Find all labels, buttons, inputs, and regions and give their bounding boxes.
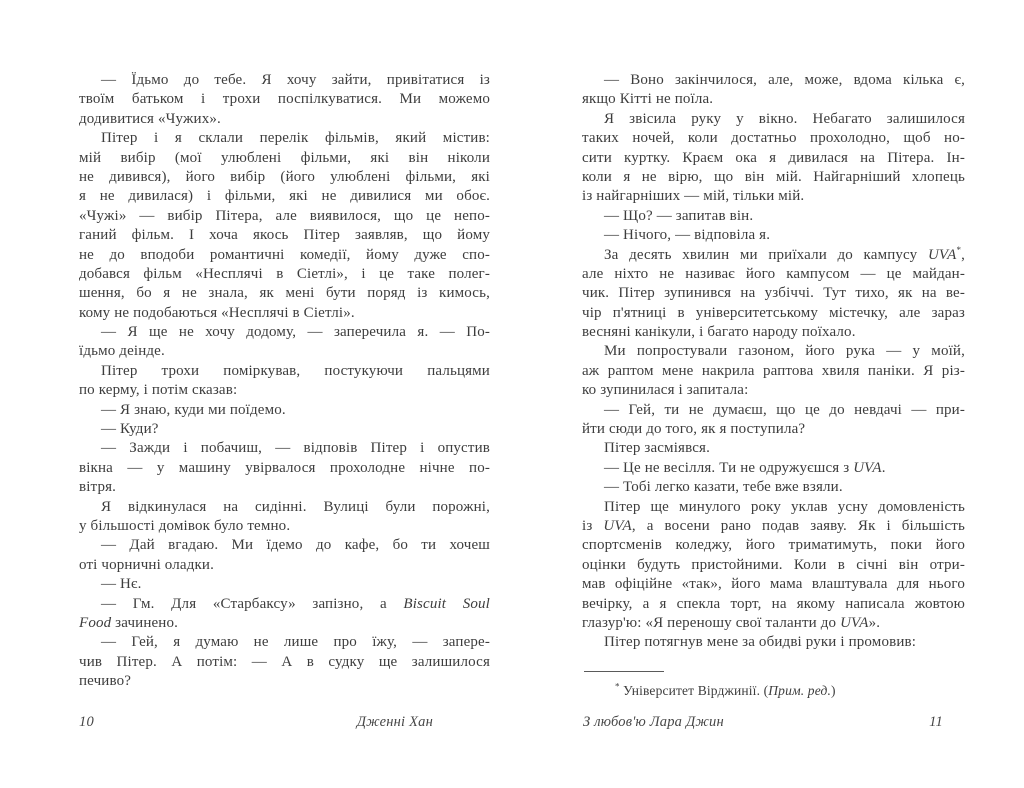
text-line: твоїм батьком і трохи поспілкуватися. Ми можемо [79, 91, 490, 108]
footnote-rule [584, 671, 664, 672]
left-page-number: 10 [79, 714, 94, 730]
text-line: не дивився), його вибір (його улюблені фільми, які [79, 168, 490, 185]
text-line: вікна — у машину увірвалося прохолодне нічне по- [79, 459, 490, 476]
text-line: — Зажди і побачиш, — відповів Пітер і опустив [101, 440, 490, 457]
text-line: із UVA, а восени рано подав заяву. Як і більшість [582, 517, 966, 534]
text-line: За десять хвилин ми приїхали до кампусу UVA*, [604, 244, 965, 263]
text-line: — Нічого, — відповіла я. [604, 227, 771, 244]
text-line: вітря. [79, 479, 117, 496]
text-line: коли я не вірю, що він мій. Найгарніший хлопець [582, 168, 965, 185]
text-line: спортсменів коледжу, його триматимуть, поки його [582, 537, 965, 554]
text-line: печиво? [79, 673, 132, 690]
text-line: чив Пітер. А потім: — А в судку ще залишилося [79, 653, 490, 670]
left-page-body [79, 71, 490, 692]
text-line: — Тобі легко казати, тебе вже взяли. [604, 479, 843, 496]
text-line: Пітер і я склали перелік фільмів, який містив: [101, 130, 490, 147]
text-line: аж раптом мене накрила раптова хвиля паніки. Я різ- [582, 362, 965, 379]
text-line: — Воно закінчилося, але, може, вдома кілька є, [604, 72, 965, 88]
text-line: вечірку, а я спекла торт, на якому написала жовтою [582, 595, 965, 612]
text-line: не до вподоби романтичні комедії, йому дуже спо- [79, 246, 490, 263]
text-line: оті чорничні оладки. [79, 556, 215, 573]
text-line: — Нє. [101, 576, 142, 593]
text-line: шення, бо я не знала, як мені бути поряд із кимось, [79, 285, 490, 302]
text-line: Пітер засміявся. [604, 440, 710, 457]
right-running-title: З любов'ю Лара Джин [583, 714, 724, 730]
text-line: «Чужі» — вибір Пітера, але виявилося, що це непо- [79, 207, 490, 224]
text-line: Food зачинено. [79, 614, 179, 631]
text-line: додивитися «Чужих». [79, 110, 221, 127]
footnote [582, 671, 965, 699]
text-line: весняні канікули, і багато народу поїхало. [582, 324, 856, 341]
text-line: — Їдьмо до тебе. Я хочу зайти, привітатися із [101, 72, 490, 88]
text-line: кому не подобаються «Несплячі в Сіетлі». [79, 304, 355, 321]
text-line: — Це не весілля. Ти не одружуєшся з UVA. [604, 459, 886, 476]
text-line: якщо Кітті не поїла. [582, 91, 714, 108]
text-line: але ніхто не називає його кампусом — це майдан- [582, 265, 965, 282]
text-line: я не дивилася) і фільми, які не дивилися ми обоє. [79, 188, 490, 205]
right-page-number: 11 [929, 714, 943, 730]
text-line: Я відкинулася на сидінні. Вулиці були порожні, [101, 498, 490, 515]
text-line: — Я знаю, куди ми поїдемо. [101, 401, 286, 418]
text-line: йти сюди до того, як я поступила? [582, 421, 806, 438]
text-line: ганий фільм. І хоча якось Пітер заявляв, що йому [79, 227, 490, 244]
left-page-footer [79, 713, 433, 731]
text-line: Пітер ще минулого року уклав усну домовленість [604, 498, 965, 515]
text-line: їдьмо деінде. [79, 343, 165, 360]
right-page-footer [583, 713, 943, 731]
text-line: чір п'ятниці в університетському містечку, але зараз [582, 304, 965, 321]
left-running-title: Дженні Хан [356, 714, 433, 730]
text-line: Я звісила руку у вікно. Небагато залишилося [604, 110, 965, 127]
text-line: — Гей, я думаю не лише про їжу, — запере- [101, 634, 490, 651]
text-line: таких ночей, коли достатньо прохолодно, щоб но- [582, 130, 965, 147]
text-line: Ми попростували газоном, його рука — у моїй, [604, 343, 965, 360]
text-line: із найгарніших — мій, тільки мій. [582, 188, 805, 205]
text-line: сити куртку. Краєм ока я дивилася на Пітера. Ін- [582, 149, 965, 166]
text-line: Пітер потягнув мене за обидві руки і промовив: [604, 634, 917, 651]
text-line: — Куди? [101, 421, 159, 438]
text-line: мав офіційне «так», його мама влаштувала для нього [582, 576, 965, 593]
text-line: мій вибір (мої улюблені фільми, які він ніколи [79, 149, 490, 166]
text-line: ко зупинилася і запитала: [582, 382, 749, 399]
text-line: оцінки будуть пристойними. Коли в січні він отри- [582, 556, 965, 573]
text-line: — Що? — запитав він. [604, 207, 754, 224]
text-line: — Дай вгадаю. Ми їдемо до кафе, бо ти хочеш [101, 537, 490, 554]
text-line: — Гм. Для «Старбаксу» запізно, а Biscuit Soul [101, 595, 490, 612]
text-line: глазур'ю: «Я переношу свої таланти до UVA». [582, 614, 881, 631]
text-line: у більшості домівок було темно. [79, 517, 291, 534]
text-line: — Я ще не хочу додому, — заперечила я. — По- [101, 324, 490, 341]
text-line: чик. Пітер зупинився на узбіччі. Тут тихо, як на ве- [582, 285, 965, 302]
text-line: Пітер трохи поміркував, постукуючи пальцями [101, 362, 490, 379]
right-page-body [582, 71, 965, 653]
text-line: добався фільм «Несплячі в Сіетлі», і це таке полег- [79, 265, 490, 282]
text-line: по керму, і потім сказав: [79, 382, 238, 399]
footnote-text: * Університет Вірджинії. (Прим. ред.) [615, 681, 836, 698]
text-line: — Гей, ти не думаєш, що це до невдачі — при- [604, 401, 965, 418]
